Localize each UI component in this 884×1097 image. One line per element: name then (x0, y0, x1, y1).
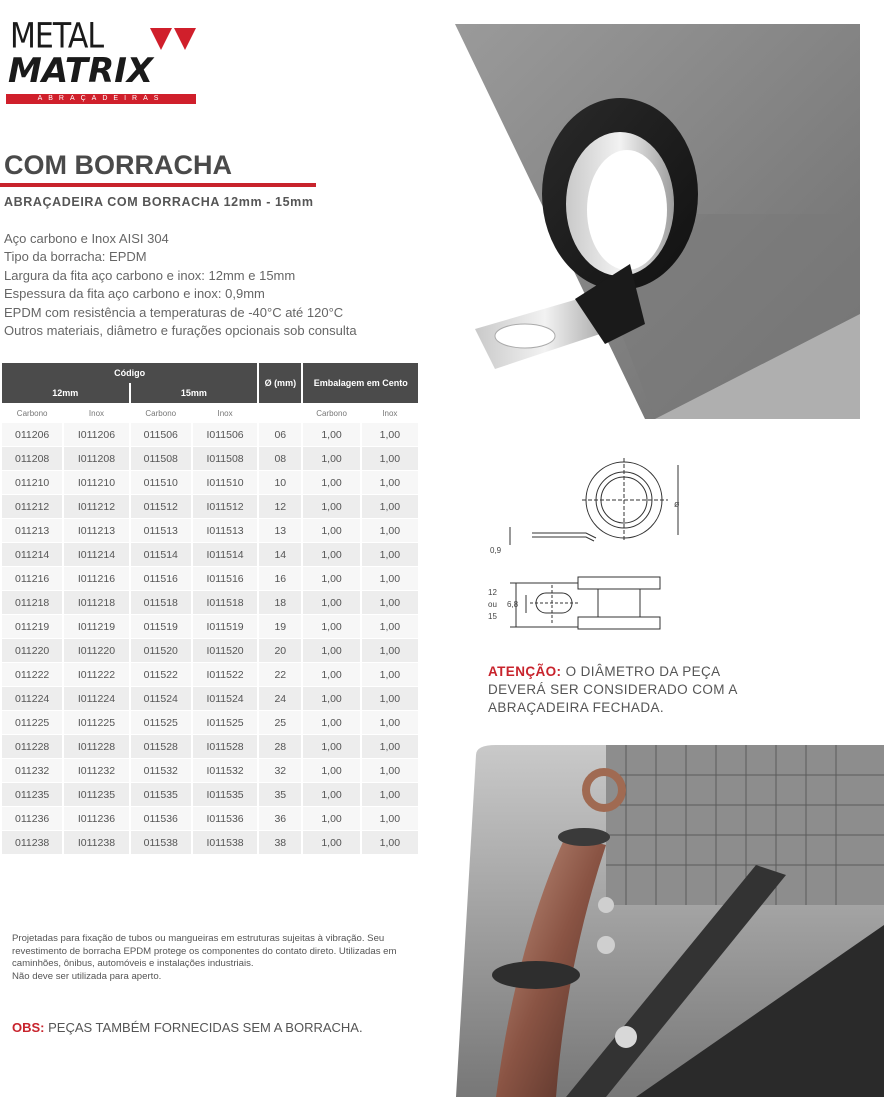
table-cell: I011214 (64, 543, 128, 567)
table-cell: I011520 (193, 639, 257, 663)
table-cell: 011218 (2, 591, 62, 615)
table-cell: 011520 (131, 639, 191, 663)
table-cell: 1,00 (362, 735, 418, 759)
table-cell: 20 (259, 639, 301, 663)
table-cell: 10 (259, 471, 301, 495)
table-cell: 011220 (2, 639, 62, 663)
table-cell: I011513 (193, 519, 257, 543)
table-row (2, 495, 418, 519)
table-cell: 1,00 (362, 615, 418, 639)
table-cell: 22 (259, 663, 301, 687)
title-underline (0, 183, 316, 187)
table-cell: 24 (259, 687, 301, 711)
table-row (2, 543, 418, 567)
table-cell: 1,00 (362, 687, 418, 711)
attention-note (488, 663, 778, 717)
product-code-table (0, 363, 420, 855)
table-cell: 1,00 (303, 711, 359, 735)
table-cell: I011532 (193, 759, 257, 783)
description-paragraph: Projetadas para fixação de tubos ou mangueiras em estruturas sujeitas à vibração. Seu revestimento de borracha EPDM protege os componentes do contato direto. Utilizadas em caminhões, ônibus, automóveis e instalações industriais. (12, 933, 397, 970)
table-cell: I011232 (64, 759, 128, 783)
table-cell: 13 (259, 519, 301, 543)
table-cell: 1,00 (303, 519, 359, 543)
table-cell: 011236 (2, 807, 62, 831)
table-cell: 1,00 (362, 783, 418, 807)
table-row (2, 783, 418, 807)
label-carbono: Carbono (2, 403, 62, 423)
table-cell: I011535 (193, 783, 257, 807)
table-row (2, 567, 418, 591)
table-cell: 011528 (131, 735, 191, 759)
table-cell: 011213 (2, 519, 62, 543)
table-row (2, 423, 418, 447)
table-cell: 1,00 (303, 567, 359, 591)
table-cell: I011518 (193, 591, 257, 615)
table-cell: 1,00 (303, 591, 359, 615)
table-row (2, 471, 418, 495)
table-cell: 1,00 (303, 663, 359, 687)
page-title: COM BORRACHA (4, 150, 232, 180)
table-cell: I011512 (193, 495, 257, 519)
spec-item: EPDM com resistência a temperaturas de -40°C até 120°C (4, 304, 344, 320)
table-cell: 011532 (131, 759, 191, 783)
table-cell: I011222 (64, 663, 128, 687)
table-cell: 19 (259, 615, 301, 639)
spec-item: Espessura da fita aço carbono e inox: 0,9mm (4, 286, 265, 302)
table-cell: 1,00 (303, 783, 359, 807)
table-cell: 011524 (131, 687, 191, 711)
table-cell: 1,00 (362, 639, 418, 663)
header-12mm: 12mm (2, 383, 129, 403)
table-cell: 1,00 (303, 807, 359, 831)
table-cell: 011206 (2, 423, 62, 447)
table-row (2, 615, 418, 639)
table-row (2, 663, 418, 687)
table-row (2, 447, 418, 471)
technical-drawing (486, 455, 686, 645)
table-cell: I011213 (64, 519, 128, 543)
table-cell: 011508 (131, 447, 191, 471)
page-subtitle: ABRAÇADEIRA COM BORRACHA 12mm - 15mm (4, 195, 314, 209)
table-row (2, 807, 418, 831)
header-packaging: Embalagem em Cento (303, 363, 418, 403)
table-cell: 1,00 (303, 543, 359, 567)
table-cell: 38 (259, 831, 301, 855)
attention-text: O DIÂMETRO DA PEÇA DEVERÁ SER CONSIDERADO COM A ABRAÇADEIRA FECHADA. (488, 664, 737, 715)
table-cell: 011214 (2, 543, 62, 567)
table-cell: 1,00 (303, 423, 359, 447)
table-cell: 1,00 (362, 423, 418, 447)
table-cell: I011225 (64, 711, 128, 735)
table-cell: 1,00 (303, 639, 359, 663)
table-cell: 011513 (131, 519, 191, 543)
table-cell: 12 (259, 495, 301, 519)
table-cell: I011514 (193, 543, 257, 567)
brand-logo (6, 8, 198, 104)
table-cell: 06 (259, 423, 301, 447)
obs-text: PEÇAS TAMBÉM FORNECIDAS SEM A BORRACHA. (44, 1020, 363, 1035)
dim-width-12: 12 (488, 588, 497, 597)
table-cell: 18 (259, 591, 301, 615)
table-cell: I011528 (193, 735, 257, 759)
table-cell: I011228 (64, 735, 128, 759)
table-cell: 1,00 (362, 759, 418, 783)
table-cell: 011525 (131, 711, 191, 735)
label-carbono: Carbono (131, 403, 191, 423)
label-inox: Inox (193, 403, 257, 423)
spec-item: Tipo da borracha: EPDM (4, 249, 147, 265)
table-cell: 1,00 (303, 831, 359, 855)
table-cell: I011220 (64, 639, 128, 663)
obs-label: OBS: (12, 1020, 45, 1035)
table-cell: 1,00 (362, 447, 418, 471)
table-row (2, 687, 418, 711)
table-body (2, 423, 418, 855)
table-cell: 1,00 (362, 519, 418, 543)
label-carbono: Carbono (303, 403, 359, 423)
table-cell: 36 (259, 807, 301, 831)
attention-label: ATENÇÃO: (488, 664, 562, 679)
table-cell: 011238 (2, 831, 62, 855)
table-cell: 32 (259, 759, 301, 783)
table-cell: 1,00 (362, 807, 418, 831)
table-cell: 011222 (2, 663, 62, 687)
table-cell: 011518 (131, 591, 191, 615)
table-cell: 1,00 (303, 615, 359, 639)
table-cell: 011219 (2, 615, 62, 639)
table-cell: 011228 (2, 735, 62, 759)
table-cell: 1,00 (303, 735, 359, 759)
table-row (2, 591, 418, 615)
spec-item: Largura da fita aço carbono e inox: 12mm e 15mm (4, 267, 296, 283)
table-cell: I011525 (193, 711, 257, 735)
table-cell: 16 (259, 567, 301, 591)
table-cell: 1,00 (362, 567, 418, 591)
table-cell: 28 (259, 735, 301, 759)
table-row (2, 831, 418, 855)
table-cell: I011238 (64, 831, 128, 855)
table-cell: 1,00 (303, 687, 359, 711)
table-cell: I011224 (64, 687, 128, 711)
table-cell: 1,00 (362, 591, 418, 615)
logo-mark-icon (150, 26, 198, 56)
label-inox: Inox (362, 403, 418, 423)
product-description (12, 933, 434, 983)
table-cell: 011212 (2, 495, 62, 519)
table-cell: 1,00 (362, 831, 418, 855)
table-cell: 011208 (2, 447, 62, 471)
description-paragraph: Não deve ser utilizada para aperto. (12, 970, 162, 982)
dim-thickness: 0,9 (490, 546, 502, 555)
table-cell: 011538 (131, 831, 191, 855)
table-cell: 1,00 (362, 711, 418, 735)
table-cell: I011510 (193, 471, 257, 495)
spec-list (4, 230, 357, 340)
table-cell: 011512 (131, 495, 191, 519)
header-15mm: 15mm (131, 383, 258, 403)
logo-text-matrix: MATRIX (8, 51, 154, 91)
obs-note (12, 1020, 363, 1035)
table-row (2, 735, 418, 759)
table-cell: 14 (259, 543, 301, 567)
table-cell: 1,00 (303, 759, 359, 783)
table-row (2, 519, 418, 543)
table-cell: 011514 (131, 543, 191, 567)
table-cell: I011218 (64, 591, 128, 615)
table-cell: 011232 (2, 759, 62, 783)
table-cell: 25 (259, 711, 301, 735)
spec-item: Outros materiais, diâmetro e furações opcionais sob consulta (4, 323, 357, 339)
table-cell: I011236 (64, 807, 128, 831)
table-cell: 08 (259, 447, 301, 471)
spec-item: Aço carbono e Inox AISI 304 (4, 231, 169, 246)
table-cell: I011212 (64, 495, 128, 519)
table-row (2, 639, 418, 663)
table-cell: 011536 (131, 807, 191, 831)
table-cell: I011506 (193, 423, 257, 447)
table-cell: I011206 (64, 423, 128, 447)
table-cell: 011516 (131, 567, 191, 591)
table-cell: 011535 (131, 783, 191, 807)
table-cell: 011210 (2, 471, 62, 495)
table-cell: 011216 (2, 567, 62, 591)
table-cell: I011538 (193, 831, 257, 855)
table-cell: 011235 (2, 783, 62, 807)
table-cell: I011516 (193, 567, 257, 591)
table-cell: 35 (259, 783, 301, 807)
dim-width-ou: ou (488, 600, 497, 609)
label-inox: Inox (64, 403, 128, 423)
table-cell: I011508 (193, 447, 257, 471)
table-cell: 011225 (2, 711, 62, 735)
logo-text-metal: METAL (10, 16, 104, 57)
table-cell: 1,00 (362, 543, 418, 567)
dim-diameter: ø (674, 499, 680, 509)
table-cell: I011208 (64, 447, 128, 471)
table-row (2, 759, 418, 783)
dim-hole: 6,8 (507, 600, 519, 609)
table-cell: 011519 (131, 615, 191, 639)
table-cell: I011216 (64, 567, 128, 591)
product-photo-image (455, 24, 860, 419)
table-cell: 1,00 (362, 495, 418, 519)
table-cell: I011536 (193, 807, 257, 831)
table-cell: 011224 (2, 687, 62, 711)
table-cell: 011510 (131, 471, 191, 495)
table-row (2, 711, 418, 735)
table-cell: I011219 (64, 615, 128, 639)
table-cell: 1,00 (303, 471, 359, 495)
dim-width-15: 15 (488, 612, 497, 621)
table-cell: I011522 (193, 663, 257, 687)
table-cell: I011235 (64, 783, 128, 807)
header-codigo: Código (2, 363, 257, 383)
table-cell: 1,00 (303, 495, 359, 519)
table-cell: 1,00 (362, 471, 418, 495)
table-cell: I011524 (193, 687, 257, 711)
application-photo-image (456, 745, 884, 1097)
label-diameter-blank (259, 403, 301, 423)
table-cell: I011519 (193, 615, 257, 639)
table-cell: 011506 (131, 423, 191, 447)
table-cell: 1,00 (362, 663, 418, 687)
table-cell: 1,00 (303, 447, 359, 471)
logo-tagline: ABRAÇADEIRAS (6, 94, 196, 104)
table-cell: I011210 (64, 471, 128, 495)
table-cell: 011522 (131, 663, 191, 687)
header-diameter: Ø (mm) (259, 363, 301, 403)
